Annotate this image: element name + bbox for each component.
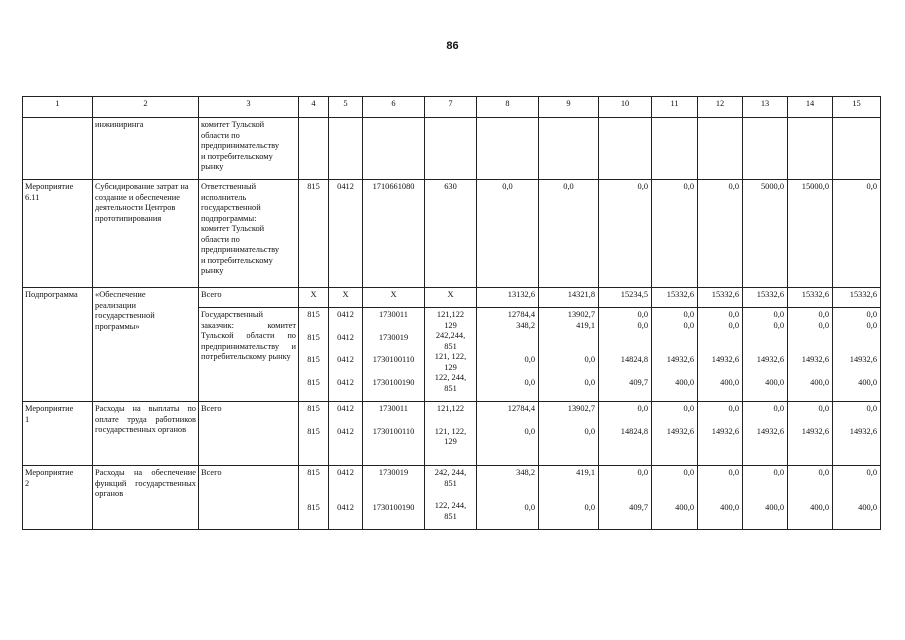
line-spacer: [365, 415, 422, 427]
cell-value: 0,0: [637, 404, 648, 413]
cell-value: 12784,4: [507, 404, 535, 413]
customer-text: Государственный заказчик: комитет Тульской области по предпринимательству и потребительскому рынку: [201, 310, 296, 361]
table-cell: 0412: [329, 180, 363, 288]
cell-value: 0,0: [524, 426, 535, 436]
line-spacer: [331, 491, 360, 503]
table-cell: [698, 466, 743, 530]
line-spacer: [365, 343, 422, 355]
cell-value: 0,0: [584, 355, 595, 364]
line-spacer: [479, 415, 535, 427]
table-cell: [93, 402, 199, 466]
cell-value: 815: [307, 377, 320, 387]
cell-value: 0,0 0,0: [866, 310, 877, 330]
table-cell: [743, 118, 788, 180]
header-cell: 11: [652, 97, 698, 118]
table-cell: [299, 402, 329, 466]
cell-value: 0412: [337, 404, 354, 413]
table-cell: [833, 466, 881, 530]
line-spacer: [790, 415, 829, 427]
cell-value: 14932,6: [849, 426, 877, 436]
table-cell: [425, 466, 477, 530]
line-spacer: [654, 415, 694, 427]
header-cell: 9: [539, 97, 599, 118]
page-number: 86: [446, 40, 459, 52]
line-spacer: [835, 415, 877, 427]
table-cell: [363, 308, 425, 402]
line-spacer: [479, 479, 535, 491]
cell-value: 0,0: [728, 468, 739, 477]
table-cell: X: [329, 288, 363, 308]
item-description: инжиниринга: [95, 120, 144, 129]
executor-text: Ответственный исполнитель государственной подпрограммы: комитет Тульской области по предпринимательству и потребительскому рынку: [201, 182, 280, 275]
item-type: Мероприятие 2: [25, 468, 74, 488]
line-spacer: [601, 479, 648, 491]
table-cell: [477, 118, 539, 180]
line-spacer: [301, 491, 326, 503]
cell-value: 242,244, 851: [435, 331, 466, 351]
table-cell: [299, 118, 329, 180]
line-spacer: [331, 415, 360, 427]
cell-value: 14824,8: [620, 355, 648, 364]
cell-value: 0,0: [584, 502, 595, 512]
cell-value: 0,0: [866, 404, 877, 413]
table-cell: 15332,6: [788, 288, 833, 308]
table-cell: [539, 466, 599, 530]
table-cell: 0,0: [833, 180, 881, 288]
table-cell: [652, 118, 698, 180]
line-spacer: [365, 366, 422, 378]
table-cell: X: [363, 288, 425, 308]
cell-value: 13902,7 419,1: [567, 310, 595, 330]
table-cell: [652, 466, 698, 530]
line-spacer: [427, 415, 474, 427]
table-cell: [329, 466, 363, 530]
line-spacer: [331, 366, 360, 378]
header-cell: 13: [743, 97, 788, 118]
header-cell: 4: [299, 97, 329, 118]
cell-value: 1730019: [378, 468, 409, 477]
line-spacer: [601, 491, 648, 503]
table-row: [23, 402, 881, 466]
table-cell: 15332,6: [743, 288, 788, 308]
cell-value: 14824,8: [620, 426, 648, 436]
table-cell: [743, 308, 788, 402]
cell-value: 0,0: [818, 468, 829, 477]
cell-value: 400,0: [765, 377, 784, 387]
table-cell: [743, 466, 788, 530]
line-spacer: [541, 366, 595, 378]
item-type: Подпрограмма: [25, 290, 78, 299]
cell-value: 0412: [337, 310, 354, 319]
table-cell: [599, 402, 652, 466]
header-cell: 5: [329, 97, 363, 118]
table-cell: 0,0: [698, 180, 743, 288]
line-spacer: [700, 343, 739, 355]
cell-value: 409,7: [629, 377, 648, 387]
cell-value: 122, 244, 851: [434, 501, 467, 521]
table-cell: 15000,0: [788, 180, 833, 288]
cell-value: 1730100190: [372, 377, 415, 387]
table-cell: [599, 118, 652, 180]
header-cell: 15: [833, 97, 881, 118]
line-spacer: [601, 415, 648, 427]
line-spacer: [745, 479, 784, 491]
item-type: Мероприятие 6.11: [25, 182, 74, 202]
cell-value: 348,2: [516, 468, 535, 477]
cell-value: 121,122: [436, 404, 465, 413]
item-description: Расходы на обеспечение функций государственных органов: [95, 468, 196, 498]
cell-value: 815: [307, 310, 320, 319]
table-cell: [652, 402, 698, 466]
table-cell: [329, 402, 363, 466]
table-cell: Всего: [199, 288, 299, 308]
line-spacer: [365, 479, 422, 491]
header-cell: 10: [599, 97, 652, 118]
table-cell: 815: [299, 180, 329, 288]
table-cell: [477, 466, 539, 530]
header-cell: 2: [93, 97, 199, 118]
table-cell: [788, 118, 833, 180]
cell-value: 0,0 0,0: [683, 310, 694, 330]
cell-value: 0412: [337, 355, 354, 364]
cell-value: 400,0: [858, 377, 877, 387]
cell-value: 0,0: [637, 468, 648, 477]
budget-table: [22, 96, 881, 530]
cell-value: 400,0: [720, 377, 739, 387]
cell-value: 815: [307, 426, 320, 436]
table-cell: [788, 402, 833, 466]
cell-value: 0,0 0,0: [728, 310, 739, 330]
line-spacer: [835, 491, 877, 503]
table-cell: [199, 308, 299, 402]
line-spacer: [700, 491, 739, 503]
cell-value: 1730100190: [372, 502, 415, 512]
header-row: [23, 97, 881, 118]
table-cell: [329, 118, 363, 180]
line-spacer: [601, 331, 648, 343]
cell-value: 400,0: [858, 502, 877, 512]
line-spacer: [654, 343, 694, 355]
cell-value: 121, 122, 129: [434, 426, 467, 446]
line-spacer: [835, 343, 877, 355]
cell-value: 409,7: [629, 502, 648, 512]
header-cell: 8: [477, 97, 539, 118]
line-spacer: [654, 366, 694, 378]
line-spacer: [700, 331, 739, 343]
cell-value: 1730011: [378, 404, 408, 413]
table-cell: 0,0: [539, 180, 599, 288]
line-spacer: [745, 415, 784, 427]
line-spacer: [790, 343, 829, 355]
cell-value: 815: [307, 332, 320, 342]
table-cell: [93, 288, 199, 402]
line-spacer: [790, 479, 829, 491]
line-spacer: [654, 479, 694, 491]
table-cell: [93, 180, 199, 288]
cell-value: 815: [307, 468, 320, 477]
cell-value: 1730100110: [372, 426, 415, 436]
cell-value: 0,0: [683, 404, 694, 413]
table-cell: [363, 466, 425, 530]
line-spacer: [301, 321, 326, 333]
table-cell: [833, 118, 881, 180]
cell-value: 14932,6: [756, 426, 784, 436]
cell-value: 121, 122, 129: [434, 352, 467, 372]
line-spacer: [479, 331, 535, 343]
table-cell: 13132,6: [477, 288, 539, 308]
cell-value: 400,0: [810, 502, 829, 512]
table-cell: [698, 402, 743, 466]
line-spacer: [654, 331, 694, 343]
cell-value: 400,0: [720, 502, 739, 512]
cell-value: 122, 244, 851: [434, 373, 467, 393]
line-spacer: [331, 321, 360, 333]
table-cell: [477, 308, 539, 402]
cell-value: 815: [307, 502, 320, 512]
cell-value: 0,0: [773, 468, 784, 477]
table-cell: 1710661080: [363, 180, 425, 288]
table-cell: 15332,6: [698, 288, 743, 308]
line-spacer: [790, 366, 829, 378]
table-cell: X: [425, 288, 477, 308]
cell-value: 0412: [337, 468, 354, 477]
cell-value: 14932,6: [666, 426, 694, 436]
cell-value: 14932,6: [801, 355, 829, 364]
table-cell: 0,0: [477, 180, 539, 288]
table-cell: [93, 118, 199, 180]
table-cell: [788, 466, 833, 530]
table-cell: [23, 180, 93, 288]
line-spacer: [479, 491, 535, 503]
cell-value: 1730100110: [372, 355, 415, 364]
cell-value: 0,0: [683, 468, 694, 477]
line-spacer: [365, 321, 422, 333]
table-cell: [199, 180, 299, 288]
table-cell: [199, 118, 299, 180]
table-cell: [299, 308, 329, 402]
cell-value: 0,0 0,0: [773, 310, 784, 330]
table-cell: [698, 308, 743, 402]
line-spacer: [541, 343, 595, 355]
table-row: [23, 118, 881, 180]
table-cell: [425, 308, 477, 402]
line-spacer: [790, 331, 829, 343]
table-row: [23, 466, 881, 530]
table-cell: [363, 402, 425, 466]
table-cell: [363, 118, 425, 180]
item-description: «Обеспечение реализации государственной программы»: [95, 290, 155, 331]
line-spacer: [790, 491, 829, 503]
line-spacer: [331, 479, 360, 491]
table-cell: [652, 308, 698, 402]
table-cell: 0,0: [599, 180, 652, 288]
line-spacer: [541, 479, 595, 491]
cell-value: 419,1: [576, 468, 595, 477]
cell-value: 815: [307, 355, 320, 364]
cell-value: 400,0: [765, 502, 784, 512]
table-cell: 14321,8: [539, 288, 599, 308]
cell-value: 14932,6: [801, 426, 829, 436]
cell-value: 14932,6: [666, 355, 694, 364]
line-spacer: [745, 331, 784, 343]
line-spacer: [835, 366, 877, 378]
table-cell: [23, 288, 93, 402]
cell-value: 0,0: [728, 404, 739, 413]
header-cell: 3: [199, 97, 299, 118]
table-cell: [477, 402, 539, 466]
cell-value: 1730019: [378, 332, 409, 342]
cell-value: 1730011: [378, 310, 408, 319]
table-cell: [743, 402, 788, 466]
line-spacer: [700, 479, 739, 491]
cell-value: 0,0 0,0: [818, 310, 829, 330]
line-spacer: [601, 366, 648, 378]
line-spacer: [541, 491, 595, 503]
cell-value: 0,0 0,0: [637, 310, 648, 330]
line-spacer: [601, 343, 648, 355]
table-cell: [23, 402, 93, 466]
table-row: [23, 288, 881, 308]
line-spacer: [700, 366, 739, 378]
cell-value: 0412: [337, 426, 354, 436]
table-cell: 630: [425, 180, 477, 288]
line-spacer: [745, 343, 784, 355]
cell-value: 0412: [337, 502, 354, 512]
line-spacer: [479, 343, 535, 355]
cell-value: 400,0: [675, 502, 694, 512]
line-spacer: [745, 491, 784, 503]
table-cell: [833, 402, 881, 466]
cell-value: 0412: [337, 332, 354, 342]
table-cell: [788, 308, 833, 402]
cell-value: 14932,6: [711, 426, 739, 436]
cell-value: 0,0: [818, 404, 829, 413]
line-spacer: [541, 415, 595, 427]
cell-value: 14932,6: [756, 355, 784, 364]
table-cell: [539, 118, 599, 180]
line-spacer: [835, 479, 877, 491]
table-cell: X: [299, 288, 329, 308]
cell-value: 0,0: [773, 404, 784, 413]
header-cell: 14: [788, 97, 833, 118]
line-spacer: [331, 343, 360, 355]
executor-text: комитет Тульской области по предпринимательству и потребительскому рынку: [201, 120, 280, 171]
line-spacer: [301, 343, 326, 355]
line-spacer: [835, 331, 877, 343]
item-type: Мероприятие 1: [25, 404, 74, 424]
cell-value: 0,0: [524, 502, 535, 512]
table-cell: [425, 118, 477, 180]
line-spacer: [301, 479, 326, 491]
cell-value: 0,0: [866, 468, 877, 477]
table-cell: [539, 308, 599, 402]
cell-value: 0,0: [524, 355, 535, 364]
cell-value: 0,0: [584, 377, 595, 387]
cell-value: 0412: [337, 377, 354, 387]
table-cell: 15332,6: [833, 288, 881, 308]
line-spacer: [745, 366, 784, 378]
table-cell: Всего: [199, 402, 299, 466]
table-cell: [599, 308, 652, 402]
table-cell: [329, 308, 363, 402]
table-cell: [599, 466, 652, 530]
cell-value: 14932,6: [711, 355, 739, 364]
table-cell: [299, 466, 329, 530]
header-cell: 7: [425, 97, 477, 118]
line-spacer: [541, 331, 595, 343]
line-spacer: [654, 491, 694, 503]
table-cell: Всего: [199, 466, 299, 530]
header-cell: 1: [23, 97, 93, 118]
table-cell: [539, 402, 599, 466]
cell-value: 13902,7: [567, 404, 595, 413]
cell-value: 12784,4 348,2: [507, 310, 535, 330]
cell-value: 242, 244, 851: [434, 468, 467, 488]
line-spacer: [365, 491, 422, 503]
cell-value: 400,0: [810, 377, 829, 387]
table-row: [23, 180, 881, 288]
table-cell: [698, 118, 743, 180]
line-spacer: [700, 415, 739, 427]
cell-value: 400,0: [675, 377, 694, 387]
cell-value: 0,0: [524, 377, 535, 387]
header-cell: 12: [698, 97, 743, 118]
item-description: Субсидирование затрат на создание и обеспечение деятельности Центров прототипирования: [95, 182, 189, 223]
table-cell: 15332,6: [652, 288, 698, 308]
header-cell: 6: [363, 97, 425, 118]
cell-value: 0,0: [584, 426, 595, 436]
cell-value: 14932,6: [849, 355, 877, 364]
cell-value: 121,122 129: [436, 310, 465, 330]
line-spacer: [301, 366, 326, 378]
line-spacer: [301, 415, 326, 427]
table-cell: 5000,0: [743, 180, 788, 288]
table-cell: [23, 118, 93, 180]
line-spacer: [427, 489, 474, 501]
table-cell: [93, 466, 199, 530]
item-description: Расходы на выплаты по оплате труда работников государственных органов: [95, 404, 196, 434]
table-cell: 15234,5: [599, 288, 652, 308]
table-cell: [833, 308, 881, 402]
table-cell: [23, 466, 93, 530]
line-spacer: [479, 366, 535, 378]
table-cell: [425, 402, 477, 466]
table-cell: 0,0: [652, 180, 698, 288]
cell-value: 815: [307, 404, 320, 413]
